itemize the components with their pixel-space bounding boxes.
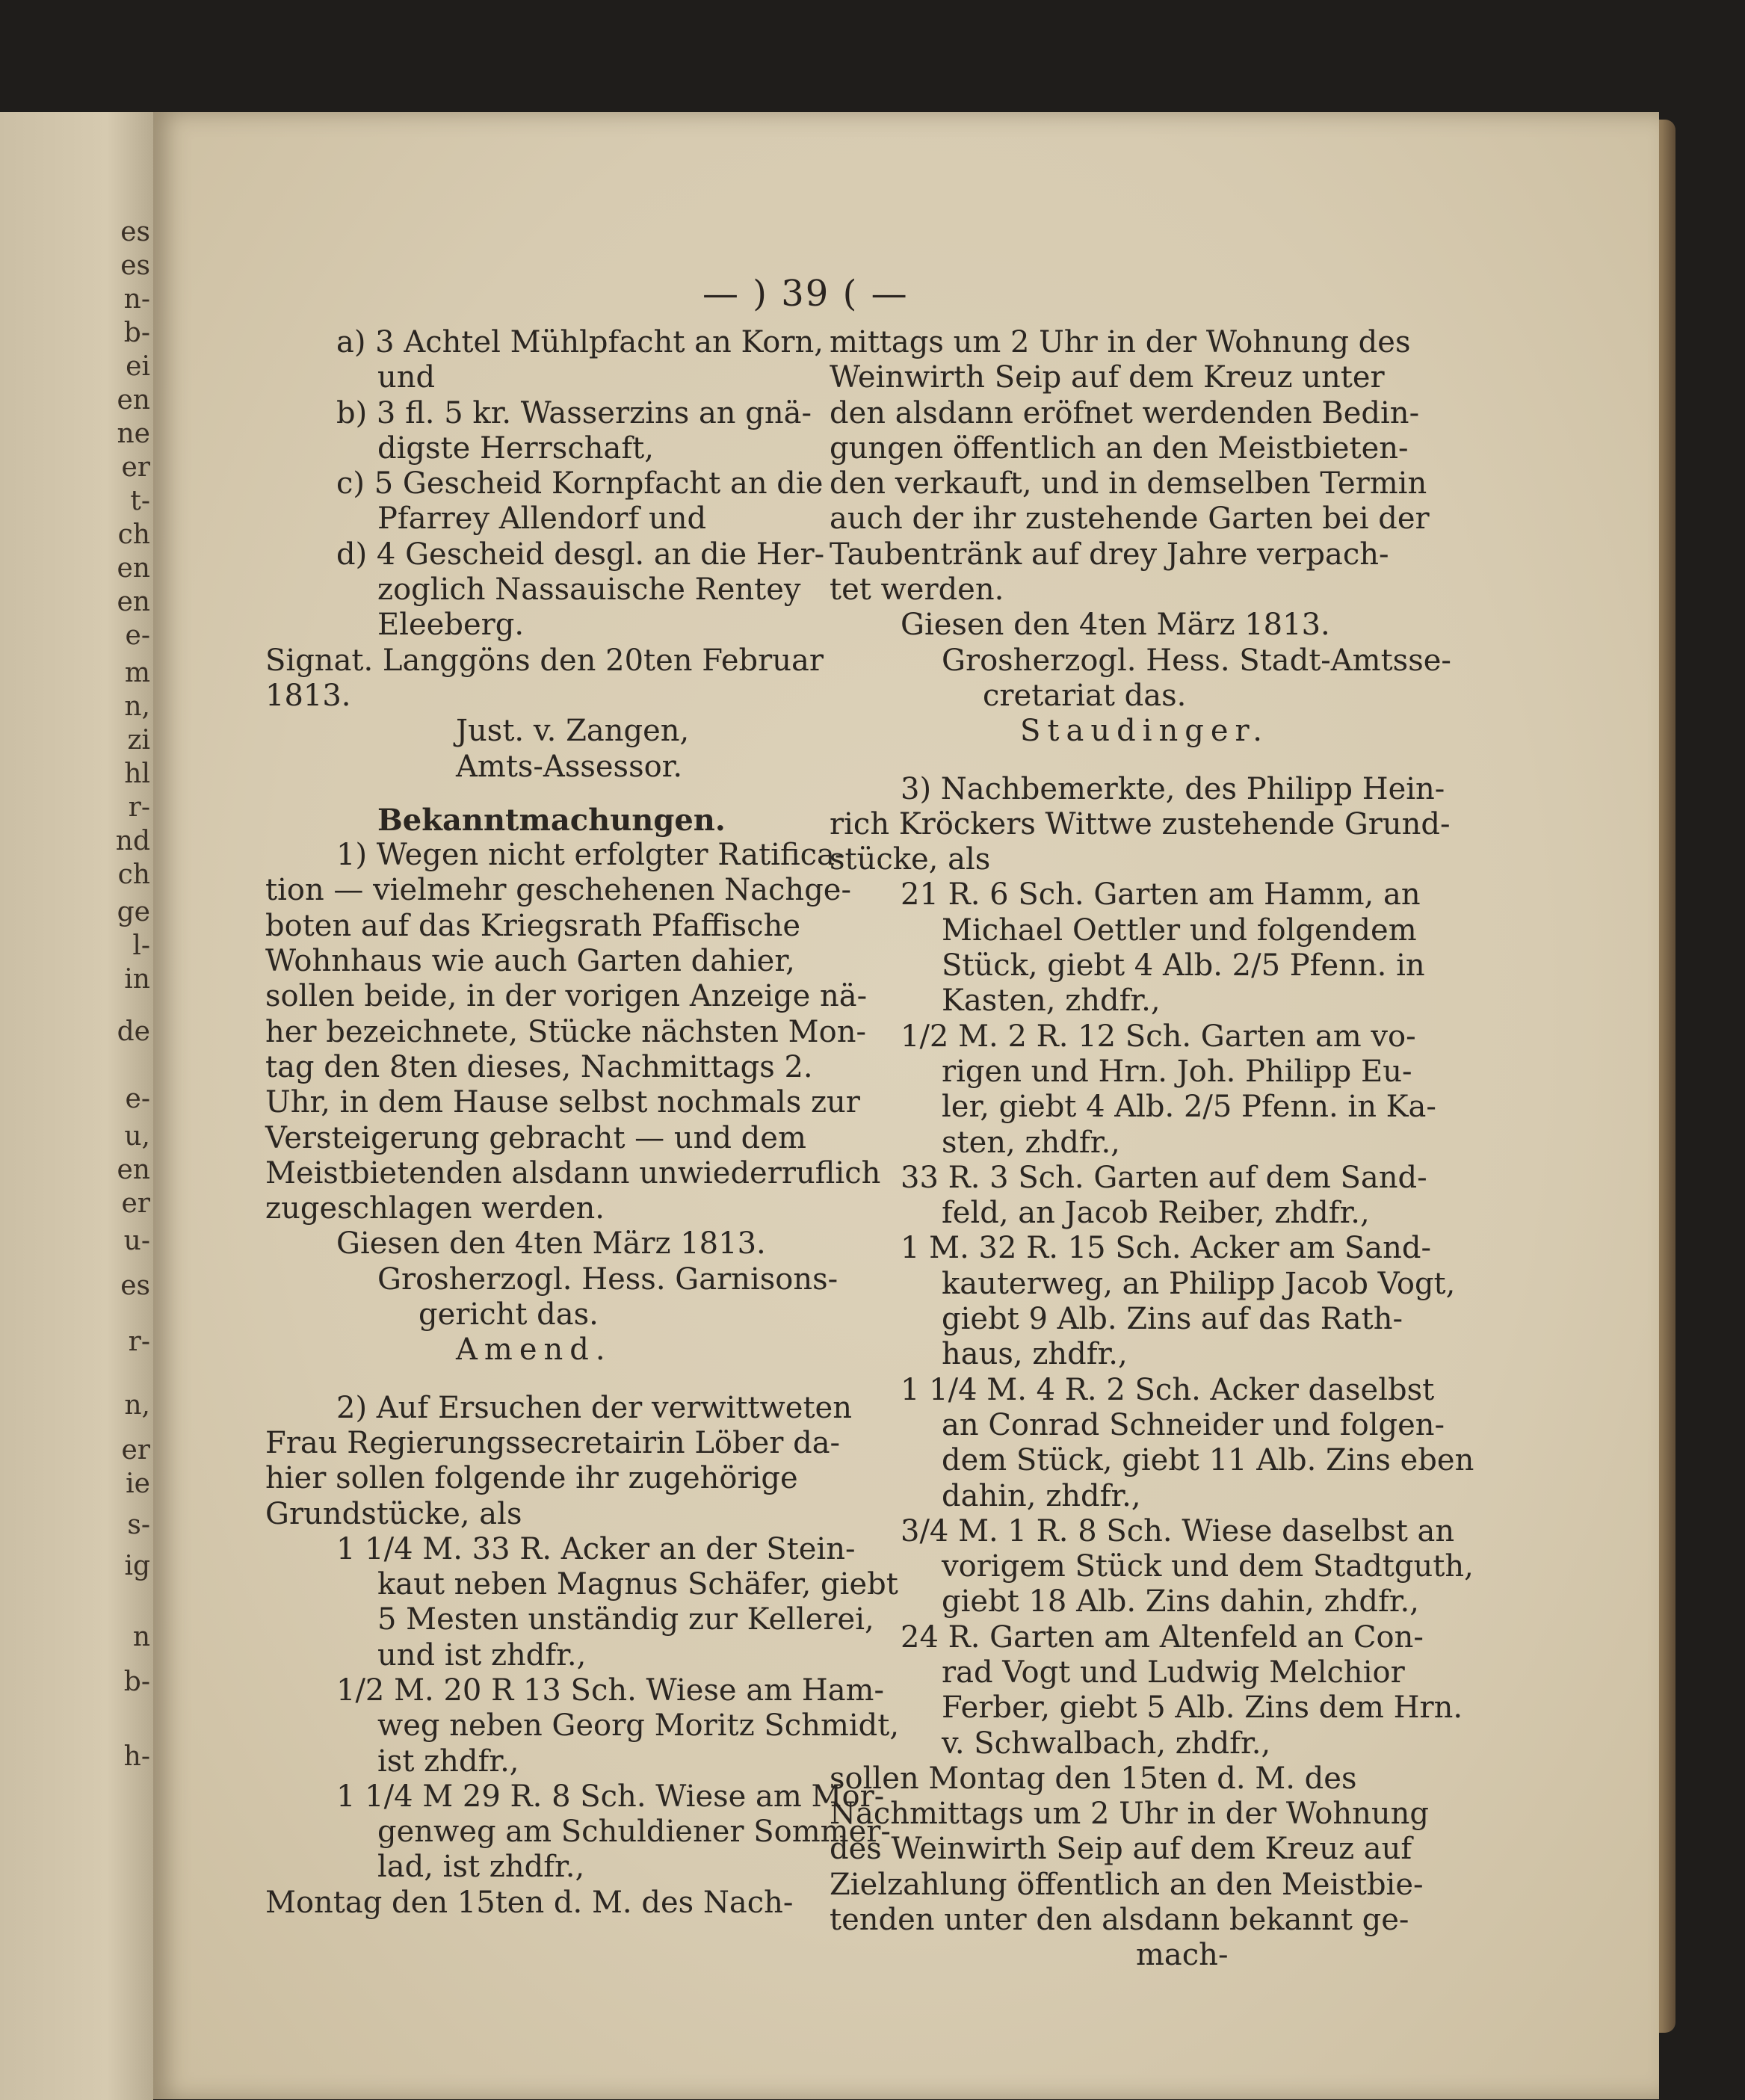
prev-page-fragment: es <box>120 250 150 281</box>
left-column-line: 5 Mesten unständig zur Kellerei, <box>377 1602 874 1637</box>
right-column-line: Staudinger. <box>1020 714 1269 749</box>
left-column-line: digste Herrschaft, <box>377 430 654 466</box>
prev-page-fragment: er <box>121 1188 150 1219</box>
right-column-line: des Weinwirth Seip auf dem Kreuz auf <box>830 1832 1412 1867</box>
left-column-line: und <box>377 360 436 395</box>
prev-page-fragment: de <box>117 1016 150 1047</box>
left-column-line: 1) Wegen nicht erfolgter Ratifica- <box>336 838 845 873</box>
prev-page-fragment: r- <box>128 1327 150 1357</box>
left-column-line: Amts-Assessor. <box>456 749 683 784</box>
left-column-line: Eleeberg. <box>377 608 525 643</box>
right-column <box>830 325 1474 1974</box>
prev-page-fragment: es <box>120 217 150 247</box>
right-column-line: feld, an Jacob Reiber, zhdfr., <box>942 1196 1370 1231</box>
prev-page-fragment: r- <box>128 792 150 823</box>
left-column-line <box>265 785 811 803</box>
left-column-line: Uhr, in dem Hause selbst nochmals zur <box>265 1085 860 1120</box>
prev-page-fragment: u, <box>124 1121 150 1152</box>
prev-page-fragment: es <box>120 1270 150 1301</box>
left-column-line: c) 5 Gescheid Kornpfacht an die <box>336 466 824 501</box>
right-column-line: ler, giebt 4 Alb. 2/5 Pfenn. in Ka- <box>942 1090 1436 1125</box>
left-column-line: tag den 8ten dieses, Nachmittags 2. <box>265 1049 813 1084</box>
left-column-line: 1 1/4 M 29 R. 8 Sch. Wiese am Mor- <box>336 1779 885 1814</box>
left-column-line: Versteigerung gebracht — und dem <box>265 1120 806 1155</box>
prev-page-fragment: n- <box>123 284 150 315</box>
right-column-line: den verkauft, und in demselben Termin <box>830 466 1427 501</box>
right-column-line: an Conrad Schneider und folgen- <box>942 1407 1445 1442</box>
right-column-line: 3) Nachbemerkte, des Philipp Hein- <box>901 771 1445 806</box>
prev-page-fragment: n, <box>124 1390 150 1421</box>
prev-page-fragment: b- <box>123 318 150 348</box>
right-column-line: Stück, giebt 4 Alb. 2/5 Pfenn. in <box>942 948 1425 983</box>
right-column-line: Zielzahlung öffentlich an den Meistbie- <box>830 1867 1424 1902</box>
left-column-line: boten auf das Kriegsrath Pfaffische <box>265 908 800 943</box>
prev-page-fragment: h- <box>123 1741 150 1772</box>
prev-page-fragment: en <box>117 1155 150 1185</box>
right-column-line: mittags um 2 Uhr in der Wohnung des <box>830 325 1411 359</box>
left-column-line: Giesen den 4ten März 1813. <box>336 1226 766 1261</box>
right-column-line: rich Kröckers Wittwe zustehende Grund- <box>830 806 1451 841</box>
left-column-line: zoglich Nassauische Rentey <box>377 572 801 608</box>
right-column-line: den alsdann eröfnet werdenden Bedin- <box>830 395 1420 430</box>
prev-page-fragment: ne <box>117 419 150 449</box>
prev-page-fragment: s- <box>127 1510 150 1540</box>
prev-page-fragment: l- <box>132 930 150 961</box>
left-column-line: Meistbietenden alsdann unwiederruflich <box>265 1155 881 1190</box>
left-column-line: lad, ist zhdfr., <box>377 1850 585 1885</box>
prev-page-fragment: in <box>124 964 150 995</box>
right-column-line: vorigem Stück und dem Stadtguth, <box>942 1549 1474 1584</box>
left-column-line: tion — vielmehr geschehenen Nachge- <box>265 873 851 908</box>
prev-page-fragment: ig <box>124 1551 150 1581</box>
prev-page-fragment: en <box>117 553 150 584</box>
right-column-line: 1 1/4 M. 4 R. 2 Sch. Acker daselbst <box>901 1372 1435 1407</box>
right-column-line: Michael Oettler und folgendem <box>942 912 1417 948</box>
left-column-line: Just. v. Zangen, <box>456 714 690 749</box>
left-column-line: 1/2 M. 20 R 13 Sch. Wiese am Ham- <box>336 1673 884 1708</box>
right-column-line: dahin, zhdfr., <box>942 1478 1141 1513</box>
right-column-line: v. Schwalbach, zhdfr., <box>942 1726 1271 1761</box>
left-column-line <box>265 1368 811 1391</box>
prev-page-fragment: n <box>132 1622 150 1652</box>
right-column-line: Weinwirth Seip auf dem Kreuz unter <box>830 360 1385 395</box>
right-column-line: 3/4 M. 1 R. 8 Sch. Wiese daselbst an <box>901 1513 1455 1548</box>
right-column-line: kauterweg, an Philipp Jacob Vogt, <box>942 1266 1456 1301</box>
left-column-line: Signat. Langgöns den 20ten Februar <box>265 643 824 678</box>
right-column-line: rigen und Hrn. Joh. Philipp Eu- <box>942 1054 1412 1089</box>
right-column-line: 24 R. Garten am Altenfeld an Con- <box>901 1619 1424 1655</box>
left-column-line: gericht das. <box>419 1297 599 1332</box>
right-column-line <box>830 750 1397 772</box>
left-column-line: ist zhdfr., <box>377 1744 519 1779</box>
prev-page-fragment: n, <box>124 691 150 722</box>
right-column-line: gungen öffentlich an den Meistbieten- <box>830 430 1409 466</box>
prev-page-fragment: hl <box>124 759 150 789</box>
prev-page-fragment: t- <box>130 486 150 516</box>
right-column-line: rad Vogt und Ludwig Melchior <box>942 1655 1405 1690</box>
right-column-line: Giesen den 4ten März 1813. <box>901 608 1330 643</box>
left-column-line: Pfarrey Allendorf und <box>377 501 707 537</box>
prev-page-fragment: ge <box>117 897 150 927</box>
left-column-line: kaut neben Magnus Schäfer, giebt <box>377 1567 898 1602</box>
prev-page-fragment: ch <box>117 519 150 550</box>
right-column-line: mach- <box>1136 1938 1229 1973</box>
left-column-line: Amend. <box>456 1332 612 1368</box>
prev-page-fragment: en <box>117 385 150 416</box>
prev-page-fragment: ie <box>126 1469 150 1499</box>
right-column-line: Kasten, zhdfr., <box>942 983 1161 1019</box>
right-column-line: auch der ihr zustehende Garten bei der <box>830 501 1430 537</box>
right-column-line: Grosherzogl. Hess. Stadt-Amtsse- <box>942 643 1451 678</box>
right-column-line: haus, zhdfr., <box>942 1337 1128 1372</box>
right-column-line: Ferber, giebt 5 Alb. Zins dem Hrn. <box>942 1690 1463 1726</box>
right-column-line: dem Stück, giebt 11 Alb. Zins eben <box>942 1443 1474 1478</box>
right-column-line: Taubentränk auf drey Jahre verpach- <box>830 537 1389 572</box>
right-column-line: 33 R. 3 Sch. Garten auf dem Sand- <box>901 1160 1427 1195</box>
left-column-line: 2) Auf Ersuchen der verwittweten <box>336 1390 852 1425</box>
left-column-line: Frau Regierungssecretairin Löber da- <box>265 1425 841 1460</box>
left-column-line: Grosherzogl. Hess. Garnisons- <box>377 1261 838 1297</box>
right-column-line: sollen Montag den 15ten d. M. des <box>830 1761 1357 1796</box>
previous-page-edge <box>0 112 153 2100</box>
right-column-line: 1 M. 32 R. 15 Sch. Acker am Sand- <box>901 1231 1431 1266</box>
prev-page-fragment: en <box>117 587 150 617</box>
right-column-line: cretariat das. <box>983 678 1187 713</box>
prev-page-fragment: e- <box>125 620 150 651</box>
prev-page-fragment: e- <box>125 1084 150 1114</box>
right-column-line: giebt 18 Alb. Zins dahin, zhdfr., <box>942 1584 1419 1619</box>
left-column-line: 1 1/4 M. 33 R. Acker an der Stein- <box>336 1531 856 1566</box>
left-column-line: und ist zhdfr., <box>377 1637 587 1673</box>
prev-page-fragment: ch <box>117 859 150 890</box>
left-column-line: sollen beide, in der vorigen Anzeige nä- <box>265 979 868 1014</box>
left-column-line: hier sollen folgende ihr zugehörige <box>265 1461 798 1496</box>
right-column-line: sten, zhdfr., <box>942 1125 1120 1160</box>
left-column-line: Grundstücke, als <box>265 1496 522 1531</box>
left-column-line: genweg am Schuldiener Sommer- <box>377 1815 891 1850</box>
right-column-line: tet werden. <box>830 572 1004 608</box>
right-column-line: tenden unter den alsdann bekannt ge- <box>830 1903 1409 1938</box>
prev-page-fragment: er <box>121 1435 150 1466</box>
left-column-line: zugeschlagen werden. <box>265 1191 605 1226</box>
prev-page-fragment: ei <box>126 351 150 382</box>
page-number: — ) 39 ( — <box>702 273 909 315</box>
left-column-line: Wohnhaus wie auch Garten dahier, <box>265 944 795 979</box>
right-column-line: Nachmittags um 2 Uhr in der Wohnung <box>830 1797 1429 1832</box>
right-column-line: giebt 9 Alb. Zins auf das Rath- <box>942 1302 1403 1337</box>
left-column-line: 1813. <box>265 678 351 713</box>
left-column-line: d) 4 Gescheid desgl. an die Her- <box>336 537 825 572</box>
right-column-line: 21 R. 6 Sch. Garten am Hamm, an <box>901 877 1421 912</box>
left-column-line: b) 3 fl. 5 kr. Wasserzins an gnä- <box>336 395 812 430</box>
right-column-line: 1/2 M. 2 R. 12 Sch. Garten am vo- <box>901 1019 1416 1054</box>
prev-page-fragment: b- <box>123 1667 150 1697</box>
left-column-line: Montag den 15ten d. M. des Nach- <box>265 1885 794 1920</box>
prev-page-fragment: m <box>124 658 150 688</box>
left-column-line: weg neben Georg Moritz Schmidt, <box>377 1708 900 1744</box>
left-column-line: Bekanntmachungen. <box>377 802 726 838</box>
prev-page-fragment: nd <box>115 826 150 856</box>
left-column <box>265 325 900 1921</box>
prev-page-fragment: zi <box>127 725 150 756</box>
right-column-line: stücke, als <box>830 842 991 877</box>
left-column-line: a) 3 Achtel Mühlpfacht an Korn, <box>336 325 824 359</box>
prev-page-fragment: u- <box>123 1226 150 1256</box>
prev-page-fragment: er <box>121 452 150 483</box>
left-column-line: her bezeichnete, Stücke nächsten Mon- <box>265 1014 866 1049</box>
